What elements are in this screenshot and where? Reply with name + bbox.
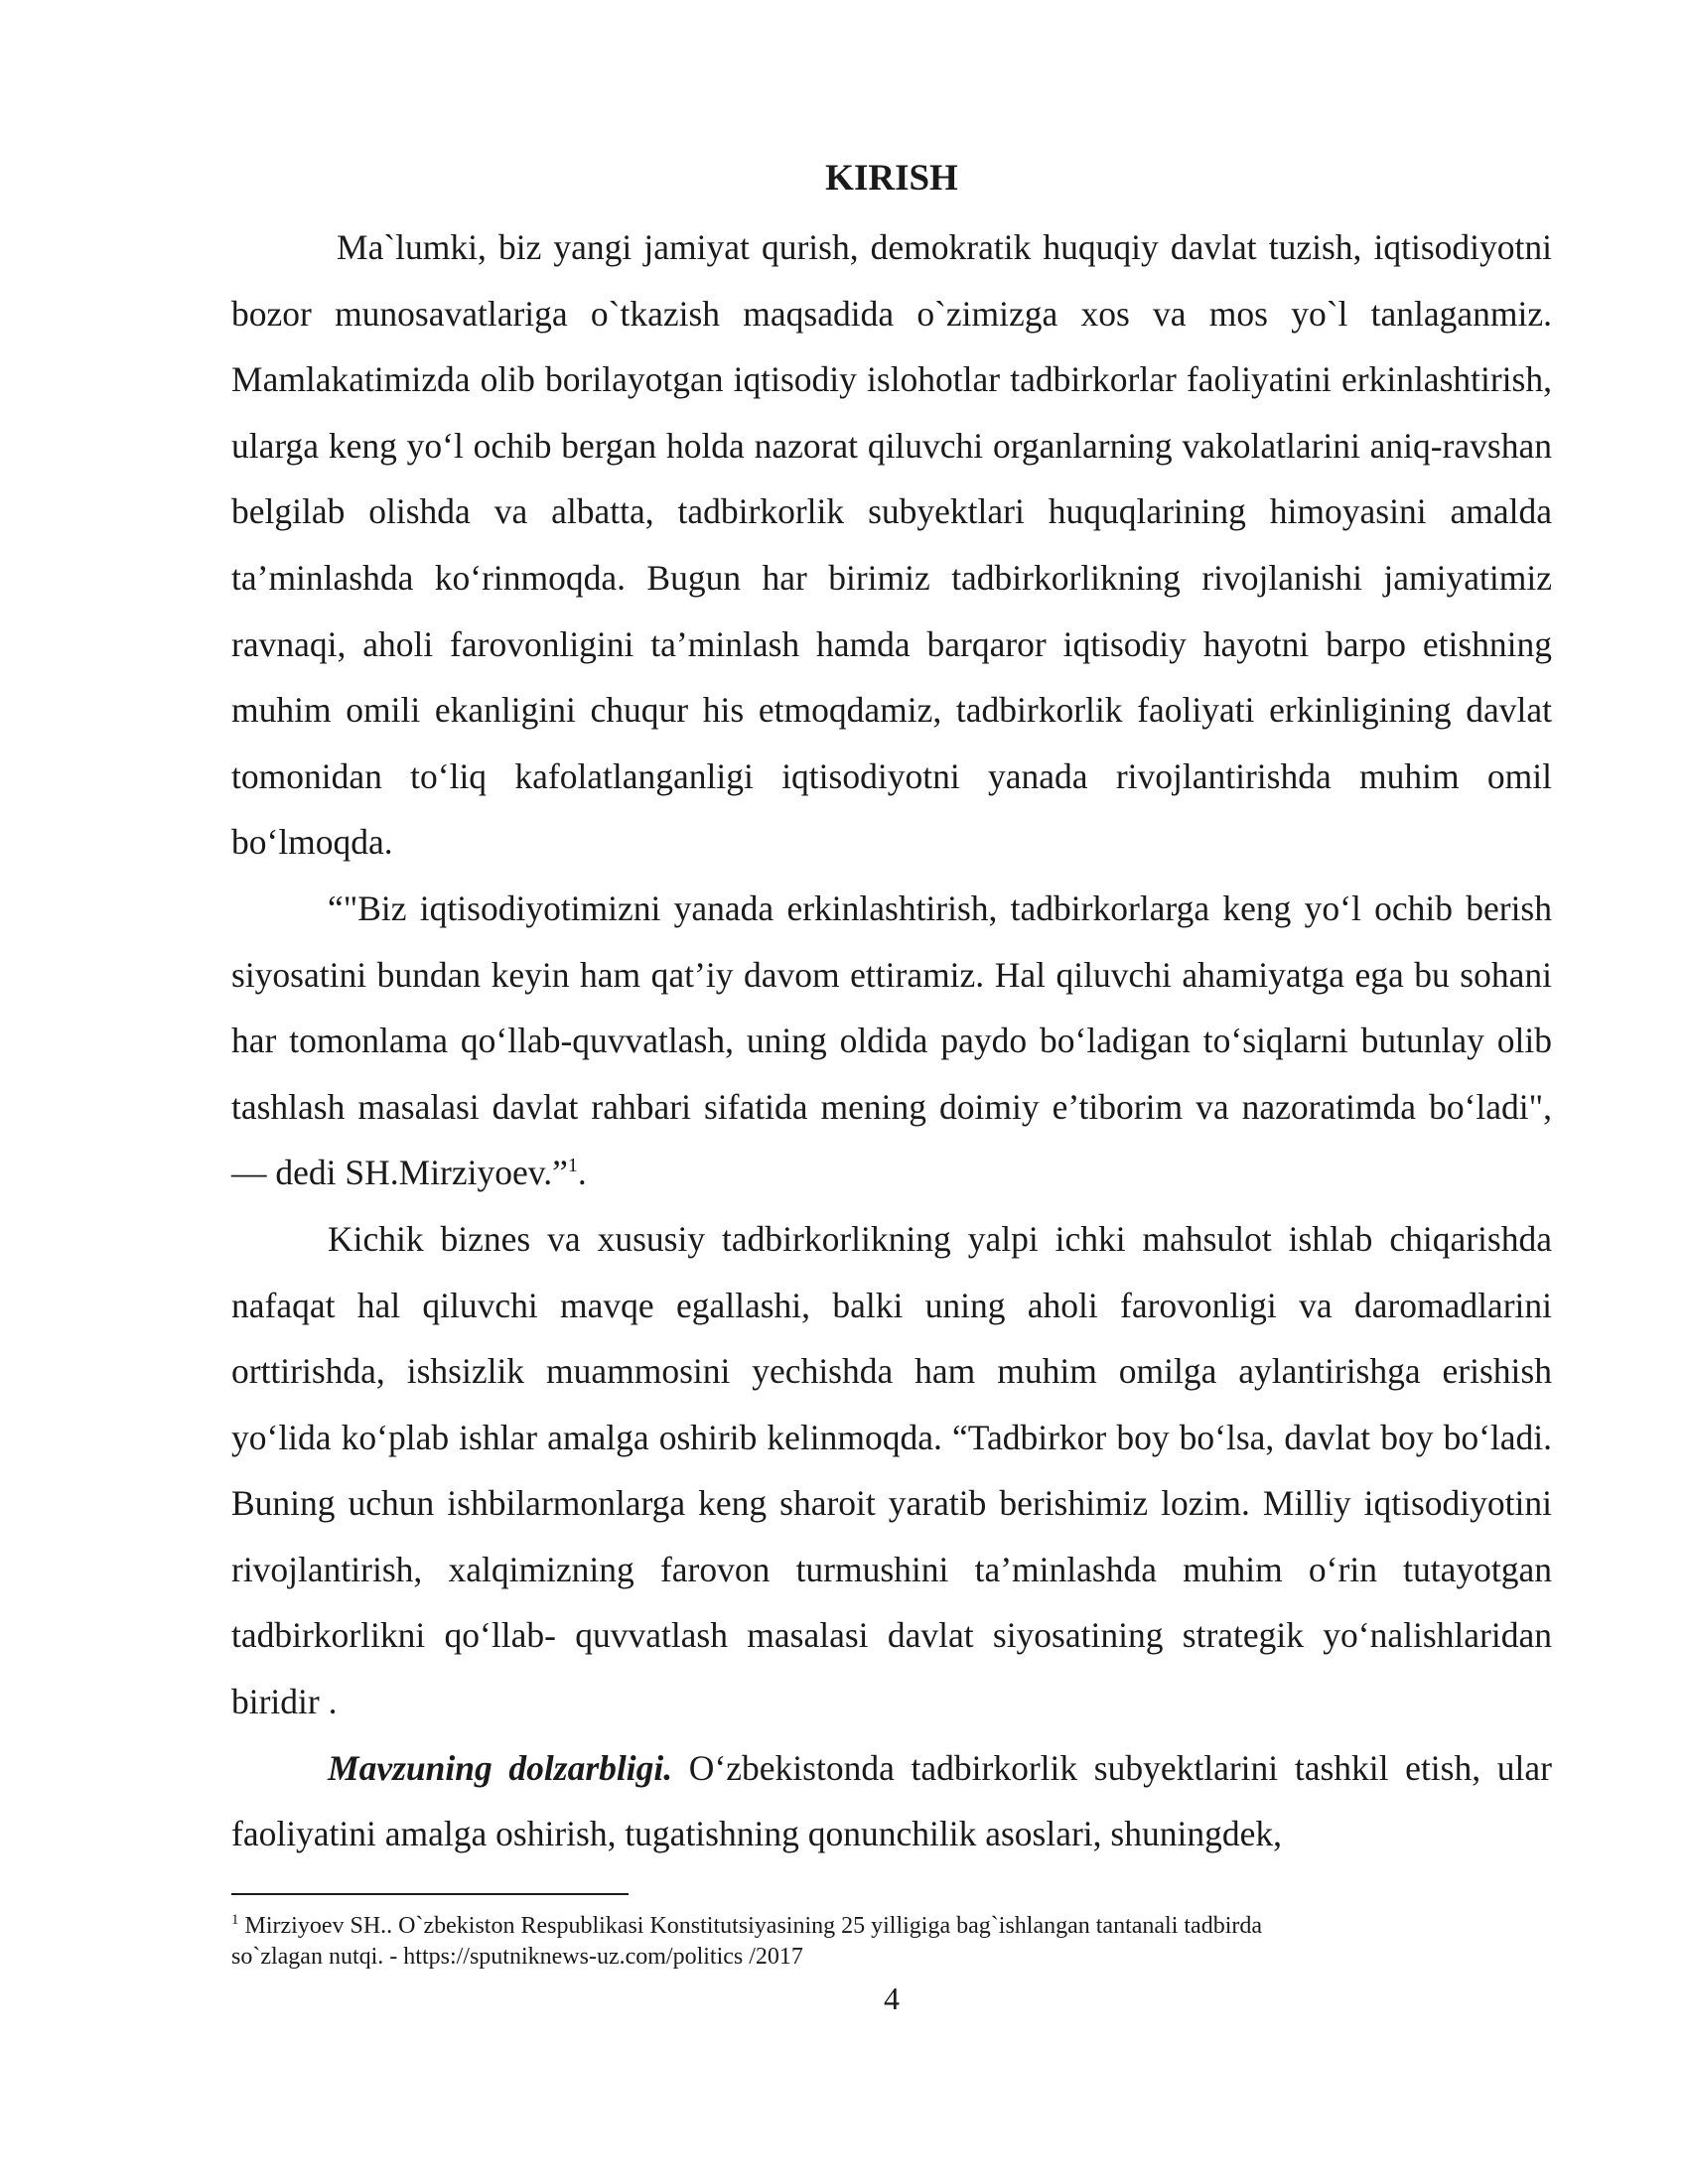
paragraph-relevance: [231, 1735, 1552, 1867]
footnote-line-2: so`zlagan nutqi. - https://sputniknews-uz.com/politics /2017: [231, 1944, 803, 1970]
paragraph-small-business: Kichik biznes va xususiy tadbirkorlikning yalpi ichki mahsulot ishlab chiqarishda nafaqat hal qiluvchi mavqe egallashi, balki uning aholi farovonligi va daromadlarini orttirishda, ishsizlik muammosini yechishda ham muhim omilga aylantirishga erishish yo‘lida ko‘plab ishlar amalga oshirib kelinmoqda. “Tadbirkor boy bo‘lsa, davlat boy bo‘ladi. Buning uchun ishbilarmonlarga keng sharoit yaratib berishimiz lozim. Milliy iqtisodiyotini rivojlantirish, xalqimizning farovon turmushini ta’minlashda muhim o‘rin tutayotgan tadbirkorlikni qo‘llab- quvvatlash masalasi davlat siyosatining strategik yo‘nalishlaridan biridir .: [231, 1218, 1552, 1722]
footnote-line-1: [231, 1911, 1552, 1942]
relevance-text: O‘zbekistonda tadbirkorlik subyektlarini tashkil etish, ular faoliyatini amalga oshirish, tugatishning qonunchilik asoslari, shuningdek,: [231, 1747, 1552, 1854]
page-number: 4: [884, 1980, 900, 2016]
quote-end: .: [577, 1153, 587, 1193]
footnote-marker: 1: [231, 1912, 239, 1928]
section-heading: KIRISH: [825, 158, 958, 199]
footnote-separator: [231, 1893, 629, 1895]
body-text: [231, 214, 1552, 1867]
quote-text: “"Biz iqtisodiyotimizni yanada erkinlashtirish, tadbirkorlarga keng yo‘l ochib berish siyosatini bundan keyin ham qat’iy davom ettiramiz. Hal qiluvchi ahamiyatga ega bu sohani har tomonlama qo‘llab-quvvatlash, uning oldida paydo bo‘ladigan to‘siqlarni butunlay olib tashlash masalasi davlat rahbari sifatida mening doimiy e’tiborim va nazoratimda bo‘ladi", — dedi SH.Mirziyoev.”: [231, 887, 1552, 1193]
footnote-citation: Mirziyoev SH.. O`zbekiston Respublikasi Konstitutsiyasining 25 yilligiga bag`ishlangan tantanali tadbirda: [238, 1913, 1263, 1939]
footnote: [231, 1911, 1552, 1973]
footnote-reference[interactable]: 1: [567, 1155, 578, 1177]
paragraph-intro: Ma`lumki, biz yangi jamiyat qurish, demokratik huquqiy davlat tuzish, iqtisodiyotni bozor munosavatlariga o`tkazish maqsadida o`zimizga xos va mos yo`l tanlaganmiz. Mamlakatimizda olib borilayotgan iqtisodiy islohotlar tadbirkorlar faoliyatini erkinlashtirish, ularga keng yo‘l ochib bergan holda nazorat qiluvchi organlarning vakolatlarini aniq-ravshan belgilab olishda va albatta, tadbirkorlik subyektlari huquqlarining himoyasini amalda ta’minlashda ko‘rinmoqda. Bugun har birimiz tadbirkorlikning rivojlanishi jamiyatimiz ravnaqi, aholi farovonligini ta’minlash hamda barqaror iqtisodiy hayotni barpo etishning muhim omili ekanligini chuqur his etmoqdamiz, tadbirkorlik faoliyati erkinligining davlat tomonidan to‘liq kafolatlanganligi iqtisodiyotni yanada rivojlantirishda muhim omil bo‘lmoqda.: [231, 227, 1552, 863]
paragraph-quote: [231, 876, 1552, 1206]
relevance-lead: Mavzuning dolzarbligi.: [328, 1747, 673, 1788]
